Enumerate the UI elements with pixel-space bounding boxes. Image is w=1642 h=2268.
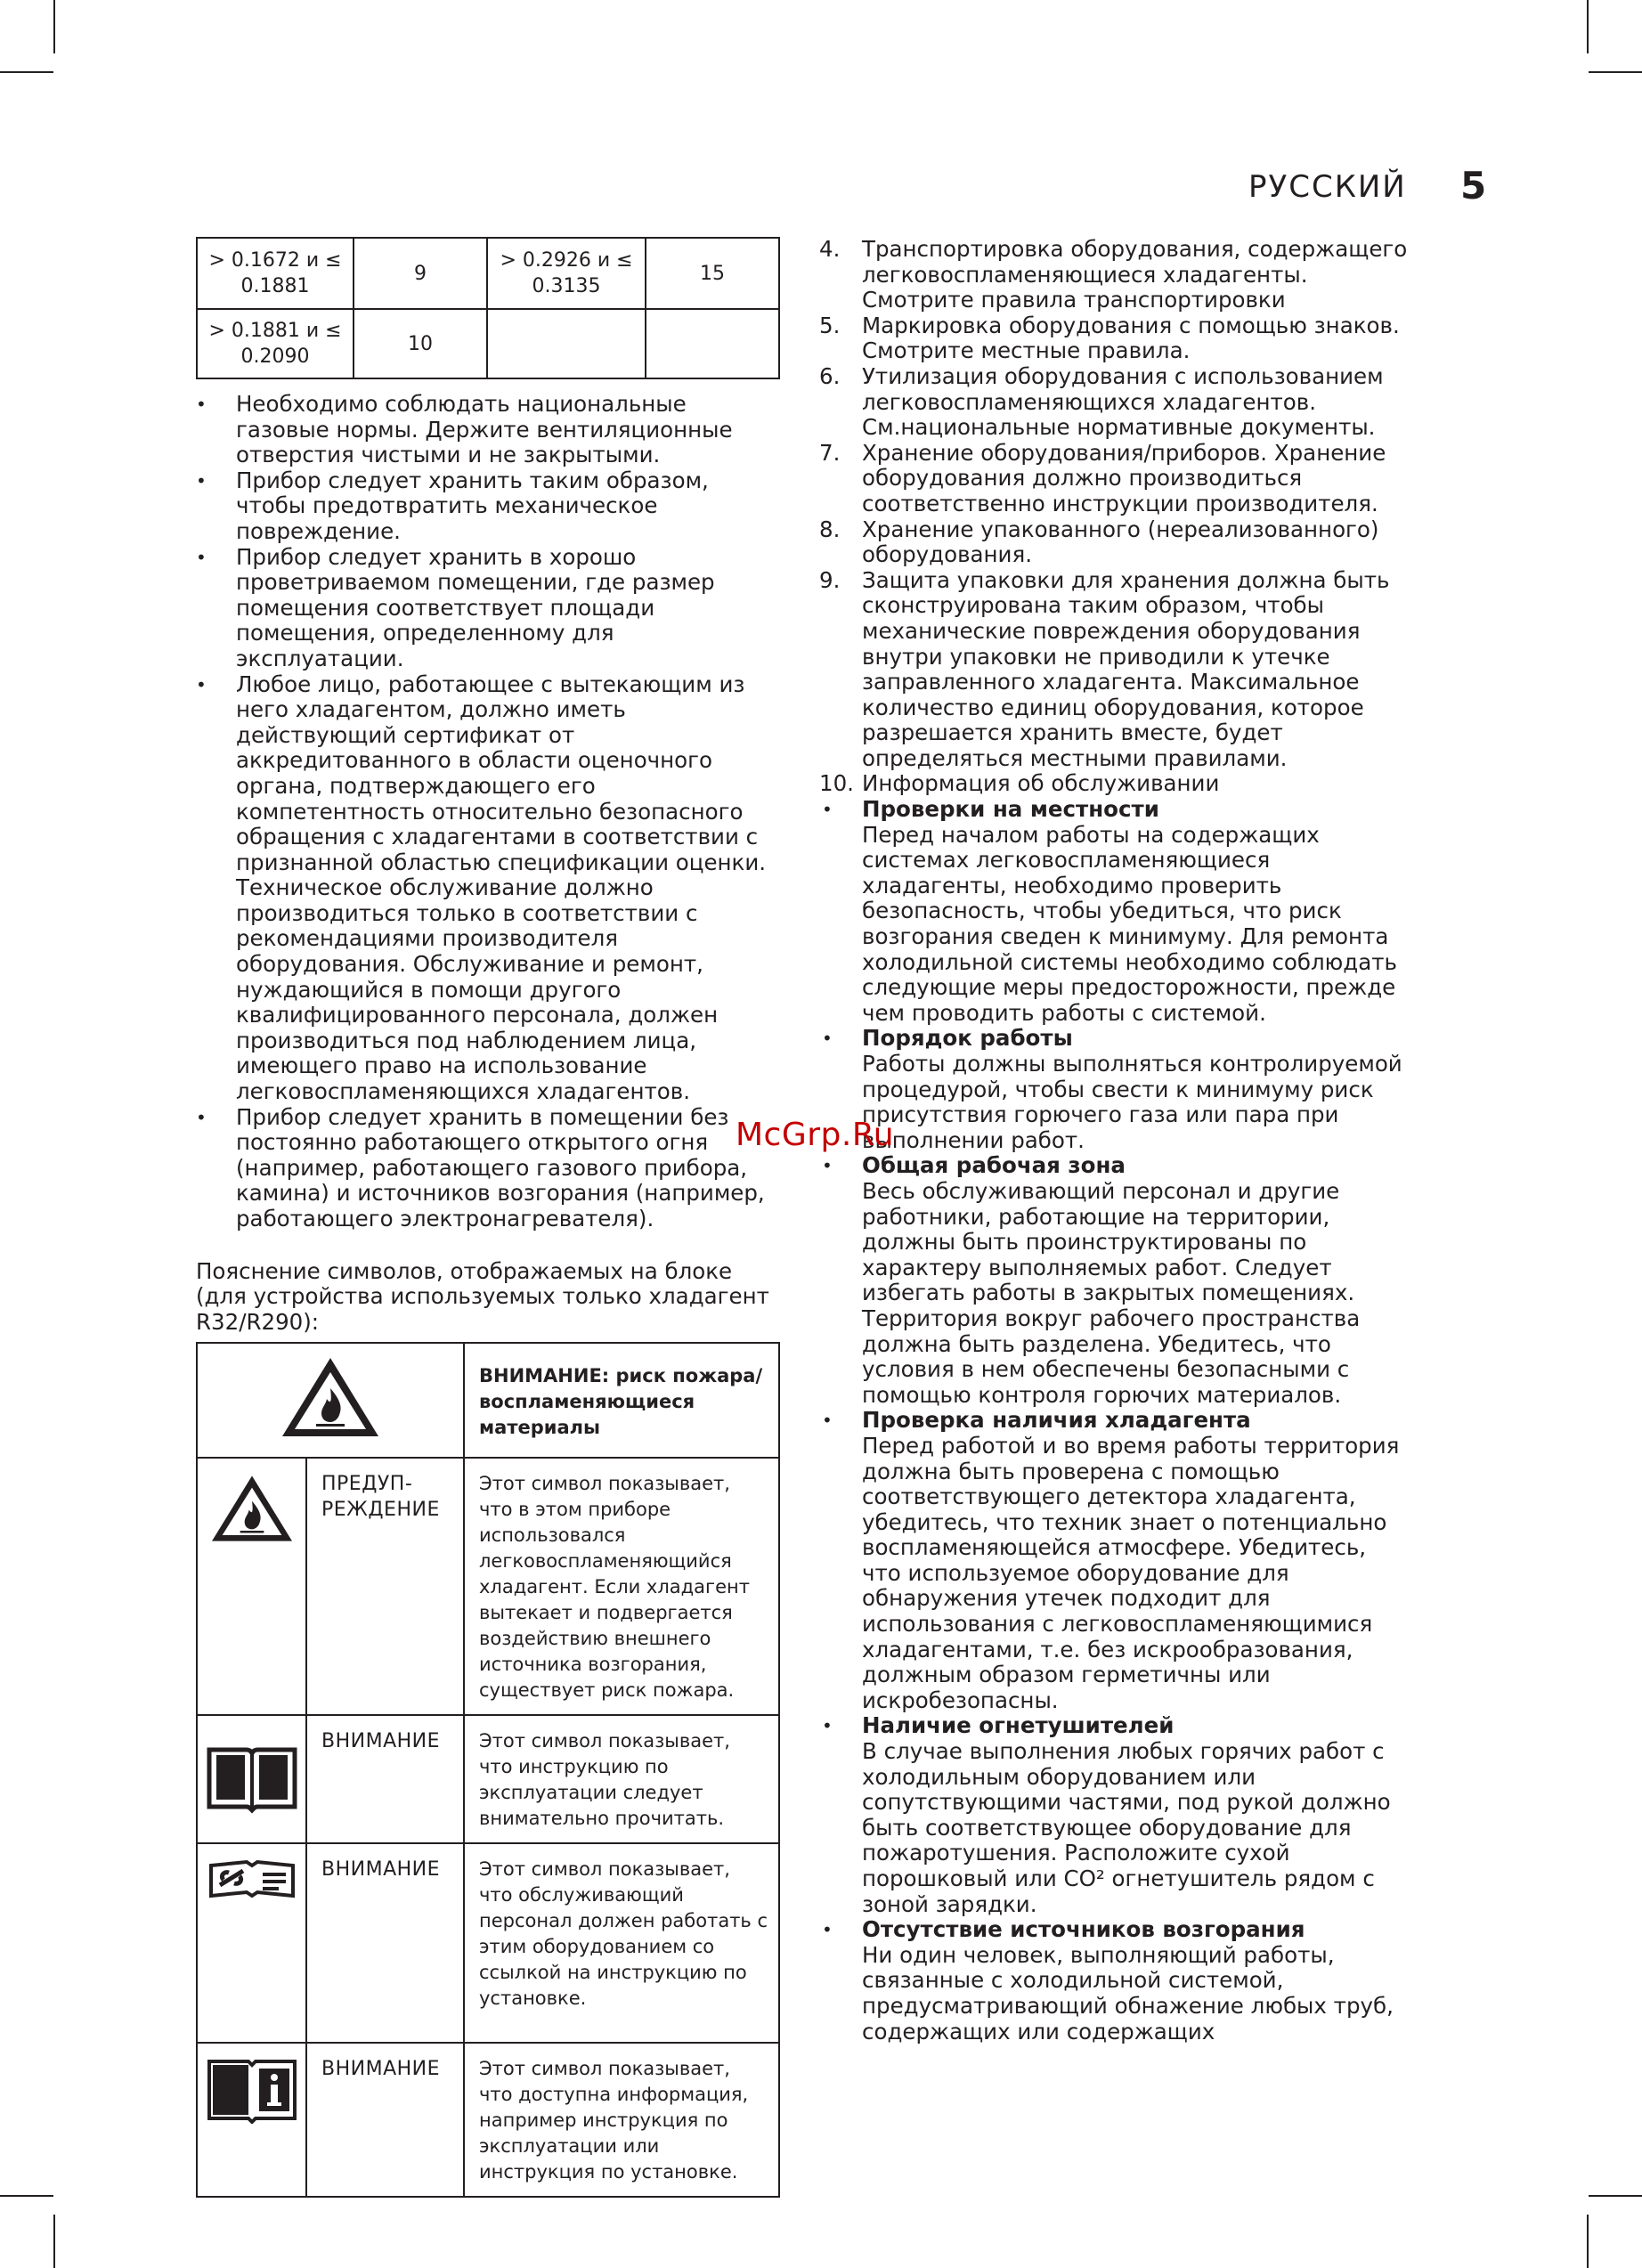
crop-mark xyxy=(1589,71,1642,73)
list-item: • Необходимо соблюдать национальные газовые нормы. Держите вентиляционные отверстия чистыми и не закрытыми. xyxy=(196,392,780,468)
crop-mark xyxy=(53,0,55,53)
page-number: 5 xyxy=(1460,164,1487,207)
list-item xyxy=(819,313,1409,364)
section-no-ignition-sources xyxy=(819,1917,1409,2044)
list-item xyxy=(819,568,1409,772)
list-item: • Прибор следует хранить в хорошо проветриваемом помещении, где размер помещения соответствует площади помещения, определенному для эксплуатации. xyxy=(196,545,780,672)
table-row xyxy=(197,309,779,378)
crop-mark xyxy=(0,2195,53,2197)
section-text: Перед началом работы на содержащих системах легковоспламеняющиеся хладагенты, необходимо проверить безопасность, чтобы убедиться, что риск возгорания сведен к минимуму. Для ремонта холодильной системы необходимо соблюдать следующие меры предосторожности, прежде чем проводить работы с системой. xyxy=(862,821,1397,1026)
section-title: Проверка наличия хладагента xyxy=(862,1407,1251,1434)
section-site-checks xyxy=(819,797,1409,1026)
crop-mark xyxy=(1587,0,1589,53)
section-title: Общая рабочая зона xyxy=(862,1152,1126,1179)
section-general-work-area xyxy=(819,1153,1409,1408)
crop-mark xyxy=(0,71,53,73)
item-number: 8. xyxy=(819,516,841,542)
section-refrigerant-check xyxy=(819,1408,1409,1713)
item-text: Защита упаковки для хранения должна быть сконструирована таким образом, чтобы механические повреждения оборудования внутри упаковки не приводили к утечке заправленного хладагента. Максимальное количество единиц оборудования, которое разрешается хранить вместе, будет определяться местными правилами. xyxy=(862,566,1390,771)
section-text: Ни один человек, выполняющий работы, связанные с холодильной системой, предусматривающий обнажение любых труб, содержащих или содержащих xyxy=(862,1941,1394,2044)
item-text: Маркировка оборудования с помощью знаков. Смотрите местные правила. xyxy=(862,312,1400,364)
bullet-dot: • xyxy=(822,1715,833,1737)
table-cell: 10 xyxy=(354,309,487,378)
section-title: Отсутствие источников возгорания xyxy=(862,1916,1305,1943)
item-number: 4. xyxy=(819,236,841,262)
crop-mark xyxy=(53,2215,55,2268)
table-row xyxy=(197,1843,779,2043)
list-item xyxy=(819,364,1409,441)
item-text: Хранение оборудования/приборов. Хранение оборудования должно производиться соответственно инструкции производителя. xyxy=(862,439,1386,516)
section-text: Перед работой и во время работы территория должна быть проверена с помощью соответствующего детектора хладагента, убедитесь, что техник знает о потенциально воспламеняющейся атмосфере. Убедитесь, что используемое оборудование для обнаружения утечек подходит для использования с легковоспламеняющимися хладагентами, т.е. без искрообразования, должным образом герметичны или искробезопасны. xyxy=(862,1432,1400,1713)
crop-mark xyxy=(1589,2195,1642,2197)
item-text: Информация об обслуживании xyxy=(862,770,1220,797)
item-number: 7. xyxy=(819,439,841,466)
section-title: Порядок работы xyxy=(862,1025,1073,1052)
section-fire-extinguishers xyxy=(819,1713,1409,1917)
bullet-dot: • xyxy=(822,799,833,821)
symbol-description: Этот символ показывает, что обслуживающий персонал должен работать с этим оборудованием со ссылкой на инструкцию по установке. xyxy=(464,1843,779,2043)
table-row xyxy=(197,238,779,309)
table-row xyxy=(197,1715,779,1843)
ratio-table xyxy=(196,237,780,379)
symbols-table xyxy=(196,1342,780,2198)
symbol-description: Этот символ показывает, что в этом приборе использовался легковоспламеняющийся хладагент. Если хладагент вытекает и подвергается воздействию внешнего источника возгорания, существует риск пожара. xyxy=(464,1458,779,1715)
right-column xyxy=(819,237,1409,2044)
service-manual-icon xyxy=(197,1843,306,2043)
page-language: РУССКИЙ xyxy=(1248,169,1407,205)
table-cell xyxy=(487,309,646,378)
list-item xyxy=(819,771,1409,797)
item-number: 9. xyxy=(819,566,841,593)
list-item: • Прибор следует хранить в помещении без постоянно работающего открытого огня (например, работающего газового прибора, камина) и источников возгорания (например, работающего электронагревателя). xyxy=(196,1105,780,1232)
symbol-label: ПРЕДУП-РЕЖДЕНИЕ xyxy=(306,1458,464,1715)
item-text: Транспортировка оборудования, содержащего легковоспламеняющиеся хладагенты. Смотрите правила транспортировки xyxy=(862,236,1408,313)
numbered-list xyxy=(819,237,1409,797)
info-manual-icon xyxy=(197,2043,306,2197)
section-title: Наличие огнетушителей xyxy=(862,1712,1175,1739)
flammable-warning-icon xyxy=(197,1458,306,1715)
crop-mark xyxy=(1587,2215,1589,2268)
bullet-dot: • xyxy=(822,1919,833,1941)
bullet-dot: • xyxy=(822,1155,833,1177)
item-number: 6. xyxy=(819,362,841,389)
left-column xyxy=(196,237,780,2198)
list-item xyxy=(819,237,1409,313)
symbol-description: Этот символ показывает, что доступна информация, например инструкция по эксплуатации или инструкция по установке. xyxy=(464,2043,779,2197)
symbol-label: ВНИМАНИЕ xyxy=(306,2043,464,2197)
symbol-label: ВНИМАНИЕ xyxy=(306,1715,464,1843)
safety-bullet-list xyxy=(196,392,780,1232)
watermark: McGrp.Ru xyxy=(736,1117,895,1153)
bullet-dot: • xyxy=(822,1028,833,1050)
table-row xyxy=(197,2043,779,2197)
section-text: В случае выполнения любых горячих работ с холодильным оборудованием или сопутствующими частями, под рукой должно быть соответствующее оборудование для пожаротушения. Расположите сухой порошковый или CO² огнетушитель рядом с зоной зарядки. xyxy=(862,1738,1391,1917)
section-text: Весь обслуживающий персонал и другие работники, работающие на территории, должны быть проинструктированы по характеру выполняемых работ. Следует избегать работы в закрытых помещениях. Территория вокруг рабочего пространства должна быть разделена. Убедитесь, что условия в нем обеспечены безопасными с помощью контроля горючих материалов. xyxy=(862,1177,1361,1408)
table-row xyxy=(197,1458,779,1715)
bullet-dot: • xyxy=(822,1410,833,1432)
manual-book-icon xyxy=(197,1715,306,1843)
symbols-header-text: ВНИМАНИЕ: риск пожара/ воспламеняющиеся материалы xyxy=(464,1343,779,1458)
section-title: Проверки на местности xyxy=(862,796,1159,823)
section-text: Работы должны выполняться контролируемой процедурой, чтобы свести к минимуму риск присутствия горючего газа или пара при выполнении работ. xyxy=(862,1051,1402,1153)
item-text: Утилизация оборудования с использованием легковоспламеняющихся хладагентов. См.национальные нормативные документы. xyxy=(862,362,1384,441)
table-cell: > 0.2926 и ≤ 0.3135 xyxy=(487,238,646,309)
section-work-procedure xyxy=(819,1026,1409,1153)
symbol-description: Этот символ показывает, что инструкцию по эксплуатации следует внимательно прочитать. xyxy=(464,1715,779,1843)
list-item xyxy=(819,517,1409,568)
item-text: Хранение упакованного (нереализованного) оборудования. xyxy=(862,516,1379,568)
list-item xyxy=(819,441,1409,517)
table-cell xyxy=(646,309,779,378)
table-cell: > 0.1881 и ≤ 0.2090 xyxy=(197,309,354,378)
table-row xyxy=(197,1343,779,1458)
table-cell: 9 xyxy=(354,238,487,309)
list-item: • Любое лицо, работающее с вытекающим из него хладагентом, должно иметь действующий сертификат от аккредитованного в области оценочного органа, подтверждающего его компетентность относительно безопасного обращения с хладагентами в соответствии с признанной областью спецификации оценки. Техническое обслуживание должно производиться только в соответствии с рекомендациями производителя оборудования. Обслуживание и ремонт, нуждающийся в помощи другого квалифицированного персонала, должен производиться под наблюдением лица, имеющего право на использование легковоспламеняющихся хладагентов. xyxy=(196,672,780,1105)
list-item: • Прибор следует хранить таким образом, чтобы предотвратить механическое повреждение. xyxy=(196,468,780,545)
item-number: 5. xyxy=(819,312,841,338)
symbols-intro: Пояснение символов, отображаемых на блоке (для устройства используемых только хладагент R32/R290): xyxy=(196,1257,769,1335)
table-cell: 15 xyxy=(646,238,779,309)
table-cell: > 0.1672 и ≤ 0.1881 xyxy=(197,238,354,309)
fire-warning-icon xyxy=(197,1343,464,1458)
item-number: 10. xyxy=(819,770,854,797)
symbol-label: ВНИМАНИЕ xyxy=(306,1843,464,2043)
